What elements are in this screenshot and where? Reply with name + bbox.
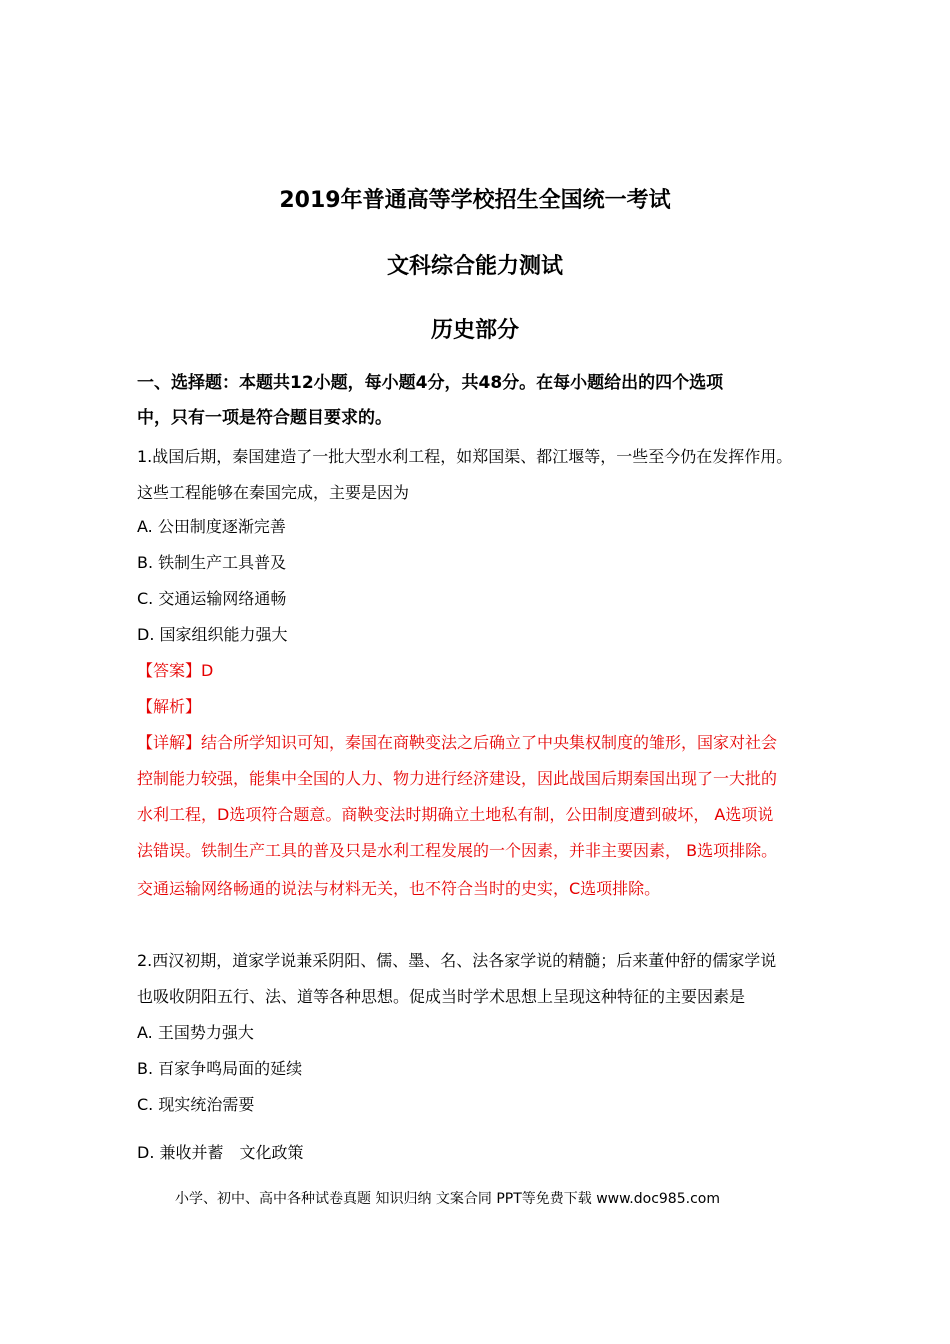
q2-stem-line2: 也吸收阴阳五行、法、道等各种思想。促成当时学术思想上呈现这种特征的主要因素是 <box>137 987 746 1006</box>
q1-detail-line5: 交通运输网络畅通的说法与材料无关，也不符合当时的史实，C选项排除。 <box>137 879 661 898</box>
section-subject: 历史部分 <box>430 318 519 343</box>
section-instructions-line1: 一、选择题：本题共12小题，每小题4分，共48分。在每小题给出的四个选项 <box>137 373 724 393</box>
q1-option-d: D. 国家组织能力强大 <box>137 625 288 644</box>
section-instructions-line2: 中，只有一项是符合题目要求的。 <box>137 408 392 428</box>
q1-detail-line4: 法错误。铁制生产工具的普及只是水利工程发展的一个因素，并非主要因素， B选项排除。 <box>137 841 778 860</box>
q1-answer: 【答案】D <box>137 661 214 680</box>
q1-detail-line2: 控制能力较强，能集中全国的人力、物力进行经济建设，因此战国后期秦国出现了一大批的 <box>137 769 778 788</box>
q1-option-b: B. 铁制生产工具普及 <box>137 553 287 572</box>
q1-option-c: C. 交通运输网络通畅 <box>137 589 287 608</box>
q2-option-b: B. 百家争鸣局面的延续 <box>137 1059 303 1078</box>
exam-subtitle: 文科综合能力测试 <box>386 254 563 279</box>
page-footer: 小学、初中、高中各种试卷真题 知识归纳 文案合同 PPT等免费下载 www.doc985.com <box>175 1191 720 1207</box>
q1-detail-line3: 水利工程，D选项符合题意。商鞅变法时期确立土地私有制，公田制度遭到破坏， A选项说 <box>137 805 774 824</box>
q1-detail-line1: 【详解】结合所学知识可知，秦国在商鞅变法之后确立了中央集权制度的雏形，国家对社会 <box>137 733 778 752</box>
q2-option-c: C. 现实统治需要 <box>137 1095 255 1114</box>
q2-stem-line1: 2.西汉初期，道家学说兼采阴阳、儒、墨、名、法各家学说的精髓；后来董仲舒的儒家学说 <box>137 951 777 970</box>
q1-stem-line2: 这些工程能够在秦国完成，主要是因为 <box>137 483 410 502</box>
q1-option-a: A. 公田制度逐渐完善 <box>137 517 286 536</box>
q2-option-a: A. 王国势力强大 <box>137 1023 254 1042</box>
q1-analysis-label: 【解析】 <box>137 697 202 716</box>
q1-stem-line1: 1.战国后期，秦国建造了一批大型水利工程，如郑国渠、都江堰等，一些至今仍在发挥作用。 <box>137 447 793 466</box>
exam-title: 2019年普通高等学校招生全国统一考试 <box>279 188 671 213</box>
q2-option-d: D. 兼收并蓄 文化政策 <box>137 1143 304 1162</box>
